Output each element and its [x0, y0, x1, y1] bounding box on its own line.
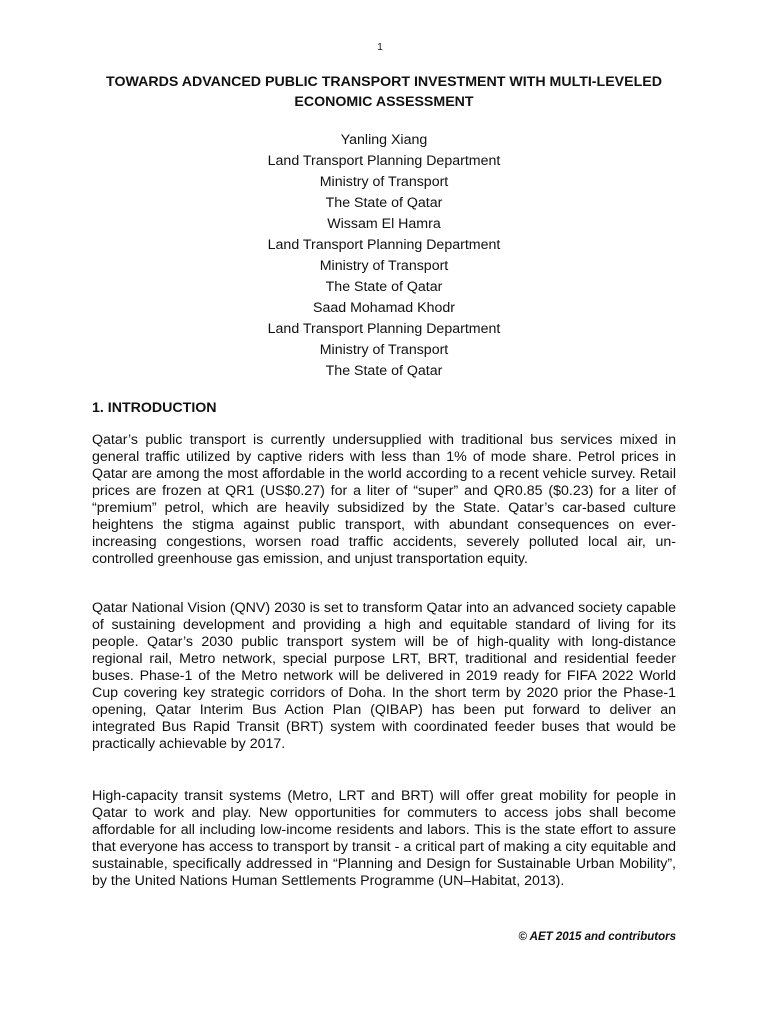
author-department: Land Transport Planning Department: [267, 237, 501, 253]
body-paragraph: Qatar National Vision (QNV) 2030 is set to transform Qatar into an advanced society capable of sustaining development and providing a high and equitable standard of living for its people. Qatar’s 2030 public transport system will be of high-quality with long-distance regional rail, Metro network, special purpose LRT, BRT, traditional and residential feeder buses. Phase-1 of the Metro network will be delivered in 2019 ready for FIFA 2022 World Cup covering key strategic corridors of Doha. In the short term by 2020 prior the Phase-1 opening, Qatar Interim Bus Action Plan (QIBAP) has been put forward to deliver an integrated Bus Rapid Transit (BRT) system with coordinated feeder buses that would be practically achievable by 2017.: [92, 600, 676, 752]
author-country: The State of Qatar: [325, 195, 443, 211]
author-country: The State of Qatar: [325, 279, 443, 295]
author-ministry: Ministry of Transport: [319, 174, 449, 190]
author-country: The State of Qatar: [325, 363, 443, 379]
author-department: Land Transport Planning Department: [267, 153, 501, 169]
author-ministry: Ministry of Transport: [319, 258, 449, 274]
copyright-footer: © AET 2015 and contributors: [518, 931, 676, 943]
author-name: Yanling Xiang: [340, 132, 428, 148]
author-name: Wissam El Hamra: [327, 216, 441, 232]
paper-title: TOWARDS ADVANCED PUBLIC TRANSPORT INVESTMENT WITH MULTI-LEVELED ECONOMIC ASSESSMENT: [106, 74, 662, 110]
body-paragraph: Qatar’s public transport is currently undersupplied with traditional bus services mixed in general traffic utilized by captive riders with less than 1% of mode share. Petrol prices in Qatar are among the most affordable in the world according to a recent vehicle survey. Retail prices are frozen at QR1 (US$0.27) for a liter of “super” and QR0.85 ($0.23) for a liter of “premium” petrol, which are heavily subsidized by the State. Qatar’s car-based culture heightens the stigma against public transport, with abundant consequences on ever-increasing congestions, worsen road traffic accidents, severely polluted local air, un-controlled greenhouse gas emission, and unjust transportation equity.: [92, 432, 676, 567]
author-block: [92, 130, 676, 382]
author-department: Land Transport Planning Department: [267, 321, 501, 337]
page-number: 1: [377, 42, 383, 53]
author-name: Saad Mohamad Khodr: [313, 300, 455, 316]
section-heading: 1. INTRODUCTION: [92, 400, 217, 416]
author-ministry: Ministry of Transport: [319, 342, 449, 358]
body-paragraph: High-capacity transit systems (Metro, LRT and BRT) will offer great mobility for people in Qatar to work and play. New opportunities for commuters to access jobs shall become affordable for all including low-income residents and labors. This is the state effort to assure that everyone has access to transport by transit - a critical part of making a city equitable and sustainable, specifically addressed in “Planning and Design for Sustainable Urban Mobility”, by the United Nations Human Settlements Programme (UN–Habitat, 2013).: [92, 788, 676, 889]
